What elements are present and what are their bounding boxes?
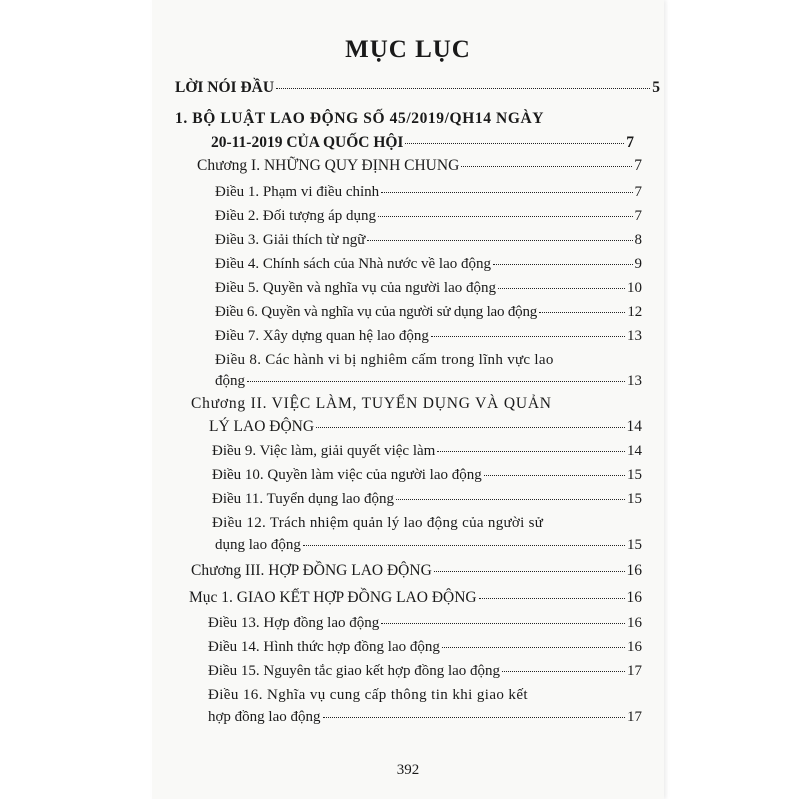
toc-entry-page: 16 — [627, 639, 642, 655]
toc-entry-text: Điều 15. Nguyên tắc giao kết hợp đồng lao động — [208, 663, 501, 679]
toc-entry-text: Điều 1. Phạm vi điều chỉnh — [215, 184, 380, 200]
toc-entry-text: Chương I. NHỮNG QUY ĐỊNH CHUNG — [197, 157, 460, 174]
toc-entry-page: 14 — [627, 443, 642, 459]
dot-leader — [367, 240, 632, 241]
toc-entry-page: 13 — [627, 373, 642, 389]
toc-entry-text: LÝ LAO ĐỘNG — [209, 418, 315, 435]
toc-entry-page: 7 — [626, 134, 634, 151]
toc-entry-article-8-line1[interactable]: Điều 8. Các hành vi bị nghiêm cấm trong lĩnh vực lao — [215, 352, 554, 368]
toc-entry-page: 16 — [626, 589, 642, 606]
toc-entry-page: 16 — [627, 615, 642, 631]
toc-entry-chapter-2[interactable] — [209, 418, 642, 436]
toc-entry-page: 15 — [627, 491, 642, 507]
toc-entry-article-12-line1[interactable]: Điều 12. Trách nhiệm quản lý lao động của người sử — [212, 515, 544, 531]
dot-leader — [276, 88, 650, 89]
toc-entry-article-15[interactable] — [208, 663, 642, 680]
dot-leader — [484, 475, 625, 476]
dot-leader — [247, 381, 625, 382]
toc-entry-page: 7 — [634, 157, 642, 174]
toc-entry-text: Điều 3. Giải thích từ ngữ — [215, 232, 366, 248]
toc-entry-text: Điều 9. Việc làm, giải quyết việc làm — [212, 443, 436, 459]
toc-entry-text: động — [215, 373, 245, 389]
toc-entry-chapter-1[interactable] — [197, 157, 642, 175]
toc-entry-page: 12 — [627, 304, 642, 320]
toc-entry-text: Chương III. HỢP ĐỒNG LAO ĐỘNG — [191, 562, 432, 579]
book-page — [152, 0, 664, 799]
toc-entry-page: 5 — [652, 79, 660, 96]
dot-leader — [539, 312, 625, 313]
toc-entry-article-13[interactable] — [208, 615, 642, 632]
toc-entry-text: Điều 14. Hình thức hợp đồng lao động — [208, 639, 440, 655]
toc-entry-page: 15 — [627, 537, 642, 553]
toc-entry-page: 14 — [626, 418, 642, 435]
toc-entry-preface[interactable] — [175, 79, 660, 97]
toc-entry-text: Điều 13. Hợp đồng lao động — [208, 615, 380, 631]
toc-entry-article-6[interactable] — [215, 304, 642, 321]
toc-entry-text: LỜI NÓI ĐẦU — [175, 79, 275, 96]
toc-entry-page: 13 — [627, 328, 642, 344]
toc-entry-article-1[interactable] — [215, 184, 642, 201]
toc-entry-article-16[interactable] — [208, 709, 642, 726]
toc-entry-page: 16 — [626, 562, 642, 579]
toc-entry-text: dụng lao động — [215, 537, 301, 553]
dot-leader — [431, 336, 625, 337]
toc-entry-page: 7 — [634, 184, 642, 200]
toc-entry-article-9[interactable] — [212, 443, 642, 460]
toc-entry-text: Mục 1. GIAO KẾT HỢP ĐỒNG LAO ĐỘNG — [189, 589, 477, 606]
toc-entry-page: 17 — [627, 663, 642, 679]
toc-entry-article-16-line1[interactable]: Điều 16. Nghĩa vụ cung cấp thông tin khi giao kết — [208, 687, 528, 703]
toc-entry-text: Điều 6. Quyền và nghĩa vụ của người sử dụng lao động — [215, 304, 538, 320]
dot-leader — [437, 451, 625, 452]
toc-entry-part1-line1[interactable]: 1. BỘ LUẬT LAO ĐỘNG SỐ 45/2019/QH14 NGÀY — [175, 110, 545, 127]
dot-leader — [381, 192, 632, 193]
toc-entry-text: Điều 10. Quyền làm việc của người lao động — [212, 467, 482, 483]
dot-leader — [434, 571, 625, 572]
toc-entry-page: 9 — [634, 256, 642, 272]
dot-leader — [378, 216, 632, 217]
toc-title: MỤC LỤC — [345, 36, 471, 63]
toc-entry-article-11[interactable] — [212, 491, 642, 508]
dot-leader — [461, 166, 632, 167]
toc-entry-article-3[interactable] — [215, 232, 642, 249]
toc-entry-page: 8 — [634, 232, 642, 248]
toc-entry-text: 20-11-2019 CỦA QUỐC HỘI — [211, 134, 404, 151]
toc-entry-page: 15 — [627, 467, 642, 483]
toc-entry-text: Điều 2. Đối tượng áp dụng — [215, 208, 377, 224]
toc-entry-article-8[interactable] — [215, 373, 642, 390]
toc-entry-chapter-3[interactable] — [191, 562, 642, 580]
toc-entry-text: Điều 7. Xây dựng quan hệ lao động — [215, 328, 429, 344]
dot-leader — [396, 499, 625, 500]
toc-entry-article-5[interactable] — [215, 280, 642, 297]
dot-leader — [323, 717, 625, 718]
dot-leader — [316, 427, 624, 428]
toc-entry-chapter-2-line1[interactable]: Chương II. VIỆC LÀM, TUYỂN DỤNG VÀ QUẢN — [191, 395, 552, 412]
toc-entry-text: Điều 11. Tuyển dụng lao động — [212, 491, 394, 507]
toc-entry-section-1[interactable] — [189, 589, 642, 607]
toc-entry-article-12[interactable] — [215, 537, 642, 554]
toc-entry-page: 17 — [627, 709, 642, 725]
toc-entry-text: hợp đồng lao động — [208, 709, 321, 725]
toc-entry-article-14[interactable] — [208, 639, 642, 656]
dot-leader — [502, 671, 625, 672]
toc-entry-article-4[interactable] — [215, 256, 642, 273]
toc-entry-article-7[interactable] — [215, 328, 642, 345]
page-number: 392 — [396, 762, 420, 778]
dot-leader — [405, 143, 624, 144]
dot-leader — [303, 545, 625, 546]
toc-entry-text: Điều 4. Chính sách của Nhà nước về lao động — [215, 256, 491, 272]
dot-leader — [442, 647, 625, 648]
toc-entry-page: 7 — [634, 208, 642, 224]
dot-leader — [498, 288, 625, 289]
toc-entry-article-2[interactable] — [215, 208, 642, 225]
toc-entry-text: Điều 5. Quyền và nghĩa vụ của người lao động — [215, 280, 497, 296]
dot-leader — [381, 623, 625, 624]
toc-entry-article-10[interactable] — [212, 467, 642, 484]
toc-entry-page: 10 — [627, 280, 642, 296]
dot-leader — [493, 264, 633, 265]
dot-leader — [479, 598, 625, 599]
toc-entry-part1[interactable] — [211, 134, 634, 152]
